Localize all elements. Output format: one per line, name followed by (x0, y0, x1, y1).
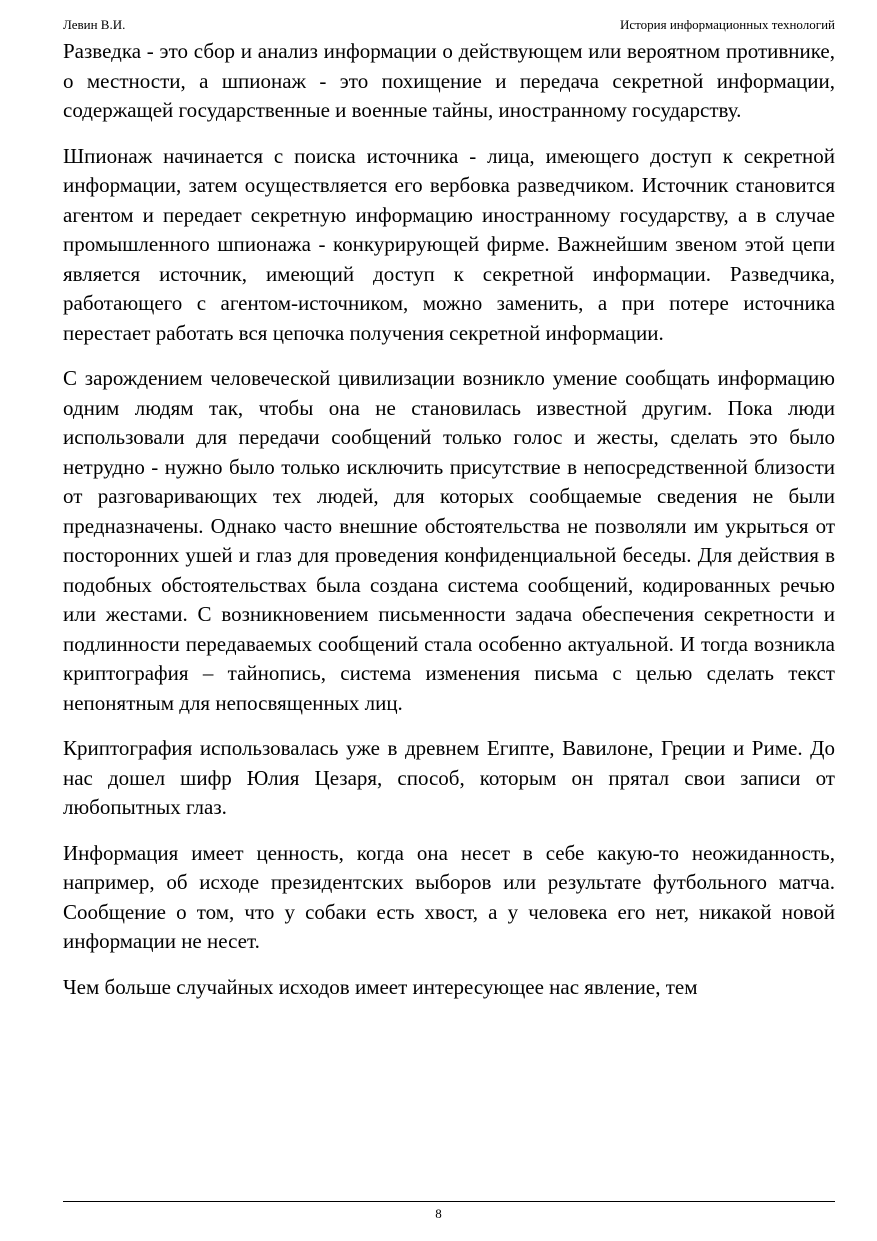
page-body (63, 37, 835, 1199)
paragraph-origin-of-cryptography: С зарождением человеческой цивилизации возникло умение сообщать информацию одним людям так, чтобы она не становилась известной другим. Пока люди использовали для передачи сообщений только голос и жесты, сделать это было нетрудно - нужно было только исключить присутствие в непосредственной близости от разговаривающих тех людей, для которых сообщаемые сведения не были предназначены. Однако часто внешние обстоятельства не позволяли им укрыться от посторонних ушей и глаз для проведения конфиденциальной беседы. Для действия в подобных обстоятельствах была создана система сообщений, кодированных речью или жестами. С возникновением письменности задача обеспечения секретности и подлинности передаваемых сообщений стала особенно актуальной. И тогда возникла криптография – тайнопись, система изменения письма с целью сделать текст непонятным для непосвященных лиц. (63, 366, 835, 715)
paragraph-espionage-chain: Шпионаж начинается с поиска источника - лица, имеющего доступ к секретной информации, затем осуществляется его вербовка разведчиком. Источник становится агентом и передает секретную информацию иностранному государству, а в случае промышленного шпионажа - конкурирующей фирме. Важнейшим звеном этой цепи является источник, имеющий доступ к секретной информации. Разведчика, работающего с агентом-источником, можно заменить, а при потере источника перестает работать вся цепочка получения секретной информации. (63, 143, 835, 345)
paragraph-ancient-cryptography: Криптография использовалась уже в древнем Египте, Вавилоне, Греции и Риме. До нас дошел шифр Юлия Цезаря, способ, которым он прятал свои записи от любопытных глаз. (63, 736, 835, 819)
header-author: Левин В.И. (63, 17, 126, 32)
paragraph-random-outcomes: Чем больше случайных исходов имеет интересующее нас явление, тем (63, 974, 698, 999)
paragraph-information-value: Информация имеет ценность, когда она несет в себе какую-то неожиданность, например, об исходе президентских выборов или результате футбольного матча. Сообщение о том, что у собаки есть хвост, а у человека его нет, никакой новой информации не несет. (63, 840, 835, 953)
paragraph-intelligence-definition: Разведка - это сбор и анализ информации о действующем или вероятном противнике, о местности, а шпионаж - это похищение и передача секретной информации, содержащей государственные и военные тайны, иностранному государству. (63, 39, 835, 122)
page-header (63, 15, 835, 35)
footer-divider (63, 1201, 835, 1202)
page-number: 8 (435, 1206, 442, 1221)
header-title: История информационных технологий (619, 17, 835, 32)
